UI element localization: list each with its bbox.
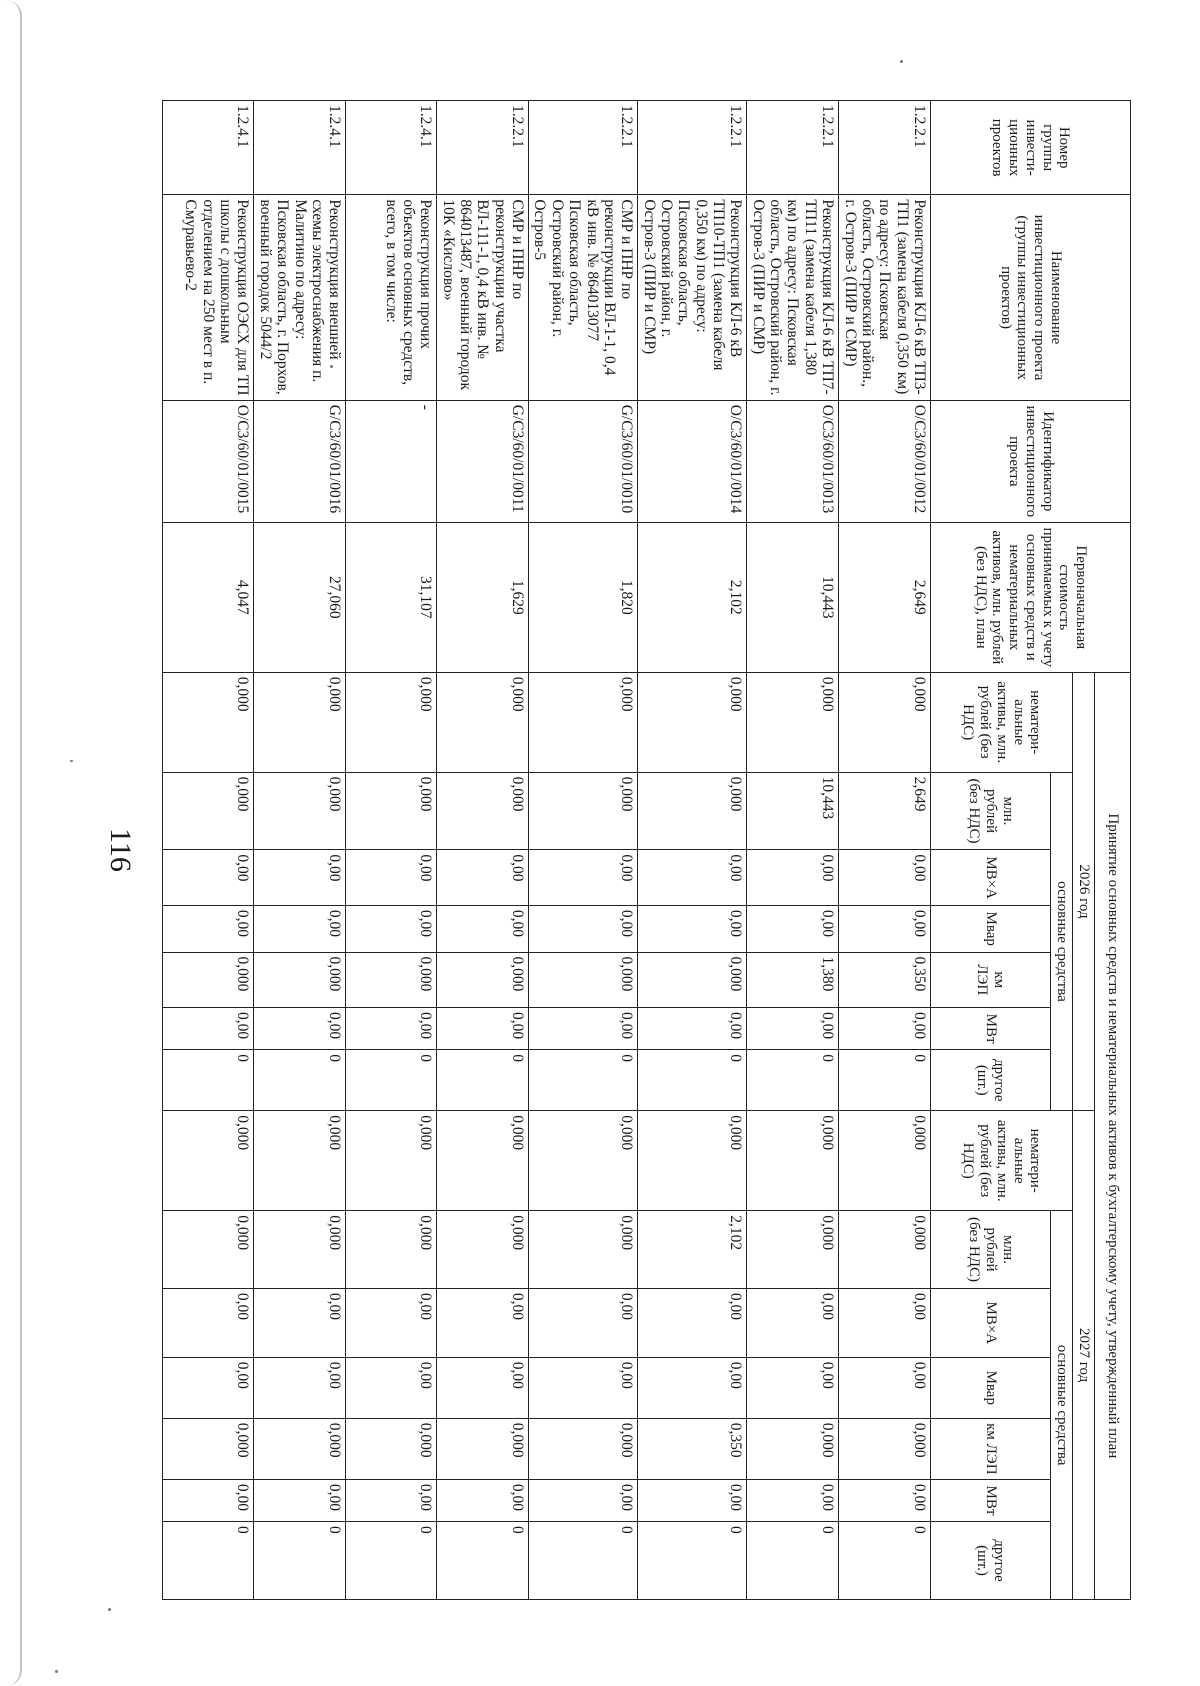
- table-row: [638, 101, 747, 1600]
- cell-y27-value: 0,00: [346, 1479, 437, 1521]
- cell-initial-cost: 31,107: [346, 522, 437, 672]
- cell-initial-cost: 2,102: [638, 522, 747, 672]
- cell-y27-value: 0,00: [638, 1288, 747, 1357]
- cell-y27-value: 0,00: [747, 1479, 839, 1521]
- cell-y26-value: 0,00: [747, 850, 839, 906]
- cell-y26-value: 0,000: [638, 952, 747, 1008]
- header-year-2026: 2026 год: [1073, 672, 1095, 1111]
- header-mvar-2027: Мвар: [931, 1357, 1051, 1418]
- cell-y27-value: 0,000: [638, 1111, 747, 1211]
- cell-y26-value: 0,000: [529, 772, 638, 850]
- cell-group-no: 1.2.2.1: [747, 101, 839, 195]
- cell-project-id: -: [346, 400, 437, 522]
- cell-y27-value: 0,000: [163, 1111, 254, 1211]
- scan-speck: [900, 60, 903, 63]
- cell-initial-cost: 10,443: [747, 522, 839, 672]
- cell-y26-value: 0,00: [839, 850, 931, 906]
- cell-y27-value: 0,000: [839, 1211, 931, 1289]
- cell-y27-value: 0,00: [529, 1357, 638, 1418]
- cell-y27-value: 0,000: [529, 1418, 638, 1479]
- cell-y26-value: 0,00: [254, 905, 346, 952]
- cell-y26-value: 0,00: [529, 1008, 638, 1050]
- header-mva-2027: МВ×А: [931, 1288, 1051, 1357]
- cell-y27-value: 0,00: [839, 1357, 931, 1418]
- header-project-id: Идентификатор инвестиционного проекта: [931, 400, 1131, 522]
- cell-initial-cost: 2,649: [839, 522, 931, 672]
- cell-y26-value: 0,000: [437, 772, 529, 850]
- cell-project-id: G/C3/60/01/0010: [529, 400, 638, 522]
- cell-project-name: Реконструкция КЛ-6 кВ ТП10-ТП1 (замена кабеля 0,350 км) по адресу: Псковская область, Островский район, г. Остров-3 (ПИР и СМР): [638, 195, 747, 400]
- cell-y27-value: 0,00: [346, 1357, 437, 1418]
- cell-y27-value: 0,00: [437, 1479, 529, 1521]
- cell-project-name: Реконструкция КЛ-6 кВ ТП7-ТП11 (замена кабеля 1,380 км) по адресу: Псковская область, Островский район, г. Остров-3 (ПИР и СМР): [747, 195, 839, 400]
- header-other-2026: другое (шт.): [931, 1050, 1051, 1111]
- cell-y27-value: 0,00: [747, 1288, 839, 1357]
- cell-y26-value: 0,000: [638, 672, 747, 772]
- header-mw-2026: МВт: [931, 1008, 1051, 1050]
- cell-y26-value: 0,000: [163, 672, 254, 772]
- cell-y26-value: 0: [529, 1050, 638, 1111]
- cell-y26-value: 0,00: [638, 850, 747, 906]
- cell-y27-value: 0,000: [163, 1418, 254, 1479]
- cell-group-no: 1.2.4.1: [163, 101, 254, 195]
- cell-project-id: O/C3/60/01/0015: [163, 400, 254, 522]
- cell-project-id: G/C3/60/01/0011: [437, 400, 529, 522]
- cell-y27-value: 0,000: [254, 1111, 346, 1211]
- header-fixed-assets-2026: основные средства: [1051, 772, 1073, 1111]
- scan-speck: [108, 1608, 111, 1611]
- cell-y27-value: 0,000: [747, 1211, 839, 1289]
- cell-y27-value: 0,000: [254, 1418, 346, 1479]
- header-project-name: Наименование инвестиционного проекта (группы инвестиционных проектов): [931, 195, 1131, 400]
- cell-y26-value: 0,00: [747, 905, 839, 952]
- cell-project-name: Реконструкция внешней схемы электроснабжения п. Малитино по адресу: Псковская область, г. Порхов, военный городок 5044/2: [254, 195, 346, 400]
- cell-y27-value: 0,350: [638, 1418, 747, 1479]
- scan-speck: [70, 760, 73, 762]
- header-mln-rub-2027: млн. рублей (без НДС): [931, 1211, 1051, 1289]
- cell-y26-value: 0,000: [254, 772, 346, 850]
- cell-y26-value: 0,000: [437, 952, 529, 1008]
- cell-y27-value: 0,00: [346, 1288, 437, 1357]
- cell-y26-value: 0,000: [529, 672, 638, 772]
- cell-project-name: Реконструкция прочих объектов основных средств, всего, в том числе:: [346, 195, 437, 400]
- cell-y27-value: 2,102: [638, 1211, 747, 1289]
- cell-y27-value: 0,00: [529, 1479, 638, 1521]
- cell-y26-value: 0,00: [638, 1008, 747, 1050]
- cell-y27-value: 0,00: [839, 1479, 931, 1521]
- cell-y26-value: 0,00: [839, 1008, 931, 1050]
- cell-y26-value: 0: [437, 1050, 529, 1111]
- cell-y27-value: 0,00: [163, 1357, 254, 1418]
- cell-group-no: 1.2.4.1: [346, 101, 437, 195]
- cell-initial-cost: 4,047: [163, 522, 254, 672]
- cell-y27-value: 0,000: [254, 1211, 346, 1289]
- cell-y26-value: 2,649: [839, 772, 931, 850]
- cell-y27-value: 0,00: [638, 1479, 747, 1521]
- cell-project-name: СМР и ПНР по реконструкции участка ВЛ-111-1, 0,4 кВ инв. № 864013487, военный городок 10К «Кислово»: [437, 195, 529, 400]
- header-acceptance: Принятие основных средств и нематериальных активов к бухгалтерскому учету, утвержденный план: [1095, 672, 1131, 1599]
- header-mw-2027: МВт: [931, 1479, 1051, 1521]
- cell-project-name: Реконструкция КЛ-6 кВ ТП3-ТП1 (замена кабеля 0,350 км) по адресу: Псковская область, Островский район., г. Остров-3 (ПИР и СМР): [839, 195, 931, 400]
- header-intangible-2026: нематери-альные активы, млн. рублей (без НДС): [931, 672, 1073, 772]
- cell-y27-value: 0,00: [747, 1357, 839, 1418]
- cell-project-id: G/C3/60/01/0016: [254, 400, 346, 522]
- cell-group-no: 1.2.4.1: [254, 101, 346, 195]
- cell-y26-value: 0,00: [437, 850, 529, 906]
- cell-y26-value: 0,000: [638, 772, 747, 850]
- cell-group-no: 1.2.2.1: [529, 101, 638, 195]
- cell-y27-value: 0,00: [163, 1479, 254, 1521]
- cell-y26-value: 0: [747, 1050, 839, 1111]
- cell-y27-value: 0,00: [529, 1288, 638, 1357]
- cell-y27-value: 0,000: [437, 1111, 529, 1211]
- cell-y27-value: 0: [254, 1522, 346, 1600]
- table-body: [163, 101, 931, 1600]
- cell-y26-value: 0,00: [529, 850, 638, 906]
- table-row: [346, 101, 437, 1600]
- cell-y27-value: 0,000: [529, 1211, 638, 1289]
- cell-y27-value: 0,000: [346, 1211, 437, 1289]
- rotated-table-wrapper: [166, 100, 1131, 1600]
- header-year-2027: 2027 год: [1073, 1111, 1095, 1600]
- cell-y27-value: 0,000: [839, 1418, 931, 1479]
- cell-y27-value: 0: [163, 1522, 254, 1600]
- cell-y26-value: 0,00: [346, 905, 437, 952]
- cell-y27-value: 0: [839, 1522, 931, 1600]
- cell-y26-value: 0,00: [254, 1008, 346, 1050]
- cell-y26-value: 0,000: [254, 672, 346, 772]
- cell-y26-value: 0,000: [437, 672, 529, 772]
- cell-y27-value: 0,00: [254, 1288, 346, 1357]
- cell-y26-value: 0,00: [529, 905, 638, 952]
- cell-y27-value: 0: [529, 1522, 638, 1600]
- cell-y26-value: 0,000: [346, 772, 437, 850]
- cell-y26-value: 0: [638, 1050, 747, 1111]
- cell-y27-value: 0,000: [529, 1111, 638, 1211]
- table-row: [163, 101, 254, 1600]
- scan-speck: [55, 1670, 58, 1673]
- cell-initial-cost: 27,060: [254, 522, 346, 672]
- cell-y26-value: 0,000: [839, 672, 931, 772]
- header-mln-rub-2026: млн. рублей (без НДС): [931, 772, 1051, 850]
- cell-y27-value: 0,000: [346, 1111, 437, 1211]
- cell-y27-value: 0,000: [437, 1211, 529, 1289]
- header-intangible-2027: нематери-альные активы, млн. рублей (без НДС): [931, 1111, 1073, 1211]
- table-row: [254, 101, 346, 1600]
- cell-y27-value: 0,000: [163, 1211, 254, 1289]
- cell-initial-cost: 1,820: [529, 522, 638, 672]
- cell-y26-value: 0,000: [747, 672, 839, 772]
- header-group-no: Номер группы инвести-ционных проектов: [931, 101, 1131, 195]
- cell-project-name: СМР и ПНР по реконструкции ВЛ-1-1, 0,4 кВ инв. № 864013077 Псковская область, Островский район, г. Остров-5: [529, 195, 638, 400]
- cell-y26-value: 10,443: [747, 772, 839, 850]
- header-initial-cost: Первоначальная стоимость принимаемых к учету основных средств и нематериальных активов, млн. рублей (без НДС), план: [931, 522, 1131, 672]
- cell-y26-value: 0,00: [437, 905, 529, 952]
- cell-y27-value: 0,00: [638, 1357, 747, 1418]
- cell-y27-value: 0: [638, 1522, 747, 1600]
- cell-y26-value: 0,00: [346, 1008, 437, 1050]
- cell-y26-value: 1,380: [747, 952, 839, 1008]
- cell-y26-value: 0,000: [254, 952, 346, 1008]
- cell-y27-value: 0,00: [437, 1288, 529, 1357]
- cell-y26-value: 0,000: [529, 952, 638, 1008]
- cell-y26-value: 0,00: [163, 1008, 254, 1050]
- cell-y26-value: 0,00: [163, 850, 254, 906]
- cell-y26-value: 0,000: [163, 952, 254, 1008]
- page-number: 116: [104, 828, 137, 872]
- cell-y26-value: 0,000: [163, 772, 254, 850]
- cell-y26-value: 0,00: [437, 1008, 529, 1050]
- cell-y27-value: 0,000: [839, 1111, 931, 1211]
- header-km-2027: км ЛЭП: [931, 1418, 1051, 1479]
- cell-y27-value: 0,00: [839, 1288, 931, 1357]
- table-row: [839, 101, 931, 1600]
- page-edge: [6, 0, 22, 1686]
- cell-y26-value: 0,00: [163, 905, 254, 952]
- cell-y27-value: 0,000: [747, 1111, 839, 1211]
- cell-y26-value: 0: [163, 1050, 254, 1111]
- cell-y27-value: 0,00: [254, 1479, 346, 1521]
- cell-y27-value: 0,000: [346, 1418, 437, 1479]
- cell-y26-value: 0: [254, 1050, 346, 1111]
- header-mva-2026: МВ×А: [931, 850, 1051, 906]
- cell-y27-value: 0: [346, 1522, 437, 1600]
- cell-y26-value: 0,00: [638, 905, 747, 952]
- cell-y26-value: 0,00: [346, 850, 437, 906]
- cell-y26-value: 0,350: [839, 952, 931, 1008]
- cell-y26-value: 0,00: [839, 905, 931, 952]
- cell-y27-value: 0,00: [254, 1357, 346, 1418]
- cell-project-name: Реконструкция ОЭСХ для ТП школы с дошкольным отделением на 250 мест в п. Смуравьево-2: [163, 195, 254, 400]
- header-mvar-2026: Мвар: [931, 905, 1051, 952]
- cell-y26-value: 0,000: [346, 952, 437, 1008]
- cell-y26-value: 0: [346, 1050, 437, 1111]
- table-row: [529, 101, 638, 1600]
- cell-project-id: O/C3/60/01/0012: [839, 400, 931, 522]
- cell-group-no: 1.2.2.1: [839, 101, 931, 195]
- cell-y26-value: 0: [839, 1050, 931, 1111]
- cell-project-id: O/C3/60/01/0013: [747, 400, 839, 522]
- investment-assets-table: [163, 100, 1132, 1600]
- cell-project-id: O/C3/60/01/0014: [638, 400, 747, 522]
- cell-y26-value: 0,00: [747, 1008, 839, 1050]
- header-km-2026: км ЛЭП: [931, 952, 1051, 1008]
- cell-group-no: 1.2.2.1: [437, 101, 529, 195]
- cell-y27-value: 0,000: [437, 1418, 529, 1479]
- table-row: [437, 101, 529, 1600]
- table-row: [747, 101, 839, 1600]
- cell-y26-value: 0,00: [254, 850, 346, 906]
- cell-group-no: 1.2.2.1: [638, 101, 747, 195]
- header-other-2027: другое (шт.): [931, 1522, 1051, 1600]
- cell-initial-cost: 1,629: [437, 522, 529, 672]
- cell-y27-value: 0,00: [163, 1288, 254, 1357]
- cell-y27-value: 0: [437, 1522, 529, 1600]
- header-fixed-assets-2027: основные средства: [1051, 1211, 1073, 1600]
- cell-y27-value: 0,00: [437, 1357, 529, 1418]
- cell-y27-value: 0,000: [747, 1418, 839, 1479]
- cell-y27-value: 0: [747, 1522, 839, 1600]
- cell-y26-value: 0,000: [346, 672, 437, 772]
